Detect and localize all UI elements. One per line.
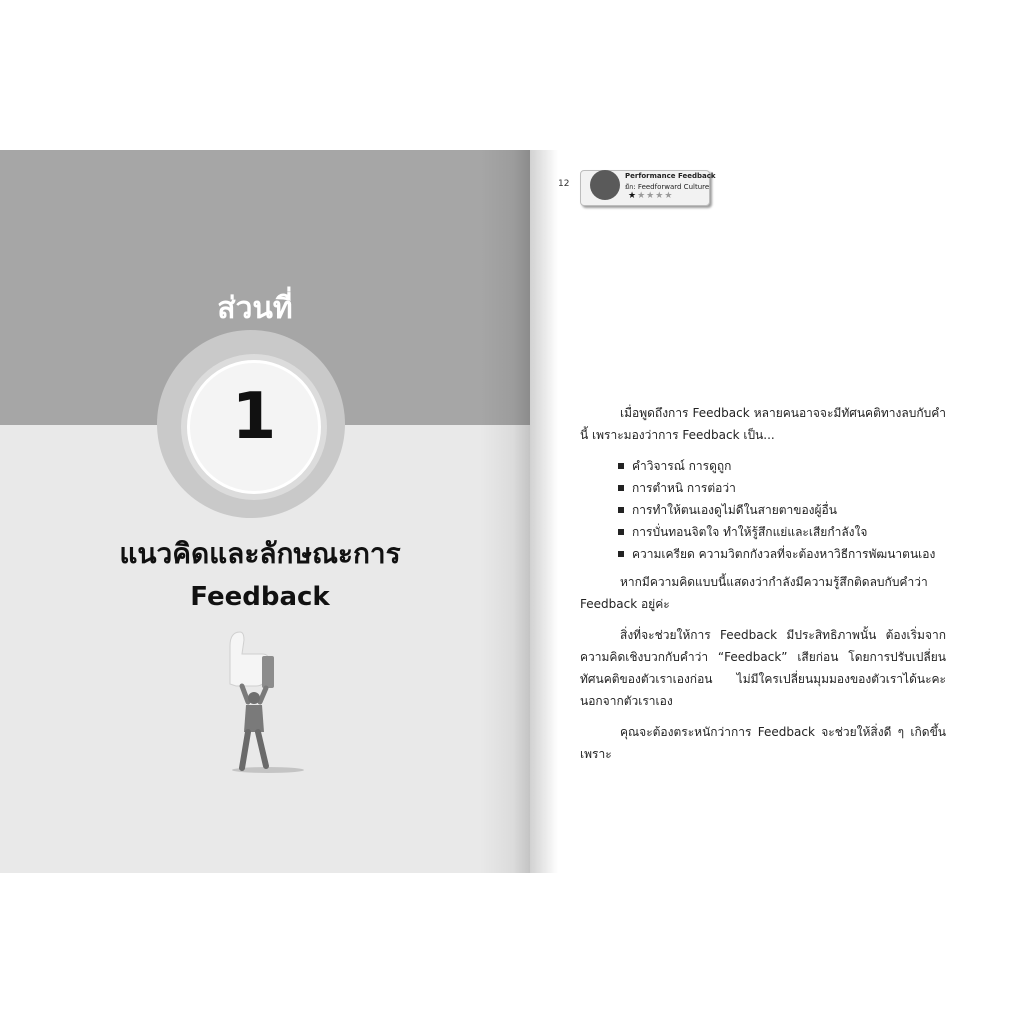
body-text [580,402,946,774]
right-page [530,150,1024,873]
author-avatar-icon [590,170,620,200]
running-header-subtitle: ยัก: Feedforward Culture [625,183,710,191]
gutter-shadow-right [530,150,558,873]
bullet-item: คำวิจารณ์ การดูถูก [618,455,946,477]
part-label: ส่วนที่ [217,291,293,326]
paragraph: คุณจะต้องตระหนักว่าการ Feedback จะช่วยให้สิ่งดี ๆ เกิดขึ้นเพราะ [580,725,946,761]
bullet-item: การทำให้ตนเองดูไม่ดีในสายตาของผู้อื่น [618,499,946,521]
star-icon: ★ [637,191,647,201]
chapter-title: แนวคิดและลักษณะการ [119,537,401,570]
star-icon: ★ [628,191,638,201]
chapter-subtitle: Feedback [190,582,330,612]
star-icon: ★ [646,191,656,201]
running-header-title: Performance Feedback [625,172,716,180]
star-icon: ★ [664,191,674,201]
book-spread [0,150,1024,873]
star-icon: ★ [655,191,665,201]
page-number: 12 [558,179,570,189]
bullet-item: การบั่นทอนจิตใจ ทำให้รู้สึกแย่และเสียกำลังใจ [618,521,946,543]
part-number: 1 [231,380,277,454]
bullet-list [580,455,946,565]
left-page [0,150,530,873]
bullet-item: การตำหนิ การต่อว่า [618,477,946,499]
paragraph-intro: เมื่อพูดถึงการ Feedback หลายคนอาจจะมีทัศนคติทางลบกับคำนี้ เพราะมองว่าการ Feedback เป็น... [580,406,946,442]
badge-ring-pointer [318,412,340,440]
paragraph: หากมีความคิดแบบนี้แสดงว่ากำลังมีความรู้สึกติดลบกับคำว่า Feedback อยู่ค่ะ [580,575,928,611]
gutter-shadow [480,150,530,873]
person-holding-thumbs-up-icon [200,628,310,778]
rating-stars [628,191,673,201]
paragraph: สิ่งที่จะช่วยให้การ Feedback มีประสิทธิภาพนั้น ต้องเริ่มจากความคิดเชิงบวกกับคำว่า “Feedback” เสียก่อน โดยการปรับเปลี่ยนทัศนคติของตัวเราเองก่อน ไม่มีใครเปลี่ยนมุมมองของตัวเราได้นะคะ นอกจากตัวเราเอง [580,628,946,708]
bullet-item: ความเครียด ความวิตกกังวลที่จะต้องหาวิธีการพัฒนาตนเอง [618,543,946,565]
